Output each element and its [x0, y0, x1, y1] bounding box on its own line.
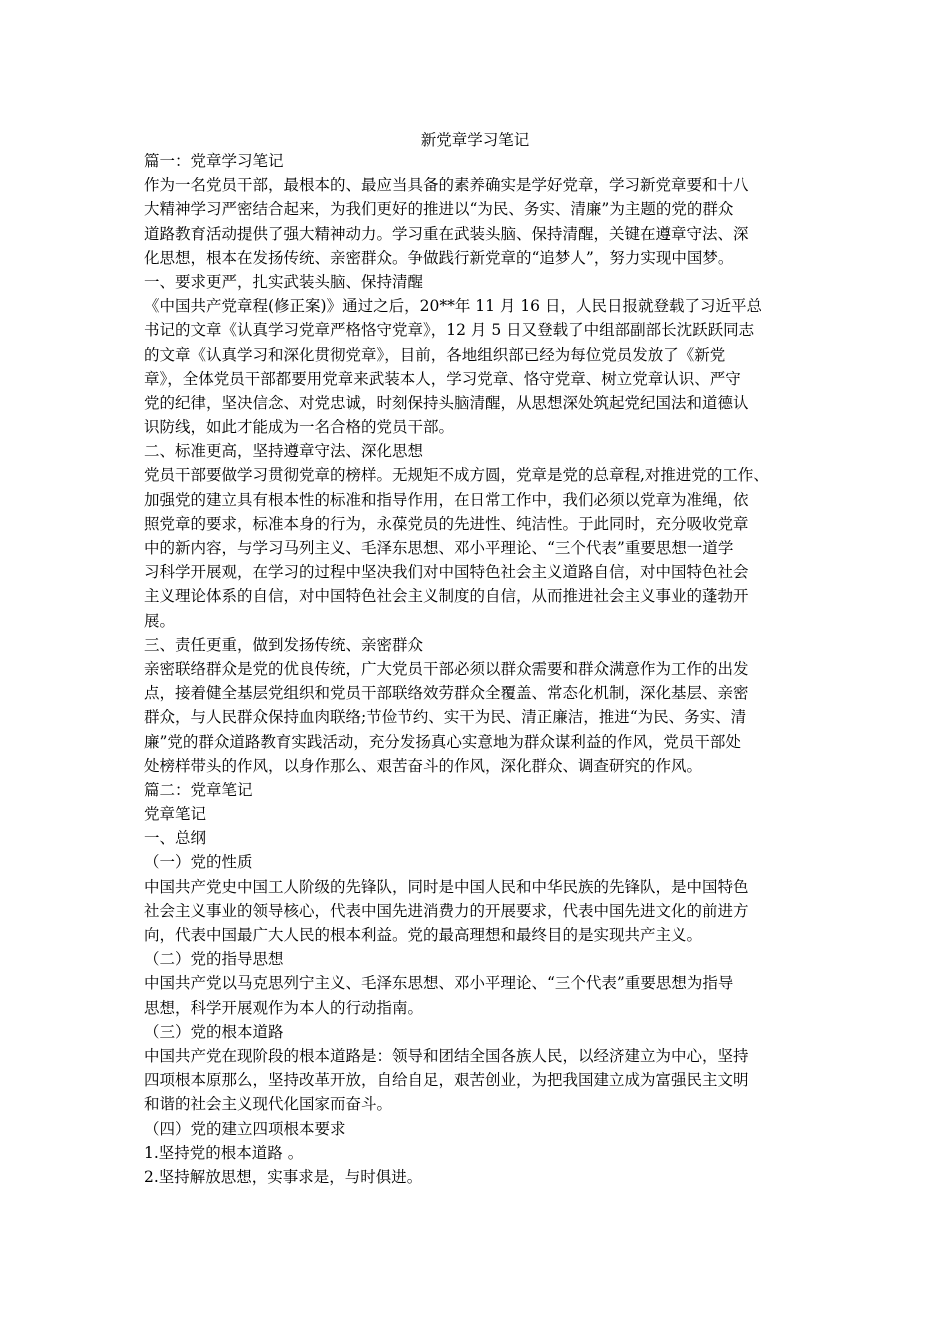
text-line: 三、责任更重，做到发扬传统、亲密群众: [144, 635, 424, 654]
document-body: [144, 149, 819, 1189]
text-line: 思想，科学开展观作为本人的行动指南。: [144, 998, 424, 1017]
text-line: 党员干部要做学习贯彻党章的榜样。无规矩不成方圆，党章是党的总章程,对推进党的工作、: [144, 466, 769, 485]
text-line: 中国共产党在现阶段的根本道路是：领导和团结全国各族人民，以经济建立为中心，坚持: [144, 1046, 749, 1065]
text-line: 《中国共产党章程(修正案)》通过之后，20**年 11 月 16 日，人民日报就登载了习近平总: [144, 297, 762, 316]
text-line: 篇二：党章笔记: [144, 780, 253, 799]
text-line: 主义理论体系的自信，对中国特色社会主义制度的自信，从而推进社会主义事业的蓬勃开: [144, 587, 749, 606]
text-line: 书记的文章《认真学习党章严格恪守党章》，12 月 5 日又登载了中组部副部长沈跃跃同志: [144, 321, 755, 340]
document-title: 新党章学习笔记: [420, 131, 530, 149]
text-line: （一）党的性质: [144, 853, 253, 872]
text-line: 习科学开展观，在学习的过程中坚决我们对中国特色社会主义道路自信，对中国特色社会: [144, 563, 749, 582]
text-line: 廉”党的群众道路教育实践活动，充分发扬真心实意地为群众谋利益的作风，党员干部处: [144, 732, 741, 751]
text-line: 2.坚持解放思想，实事求是，与时俱进。: [144, 1167, 423, 1186]
text-line: （二）党的指导思想: [144, 950, 284, 969]
text-line: 加强党的建立具有根本性的标准和指导作用，在日常工作中，我们必须以党章为准绳，依: [144, 490, 749, 509]
text-line: 群众，与人民群众保持血肉联络;节俭节约、实干为民、清正廉洁，推进“为民、务实、清: [144, 708, 747, 727]
text-line: （三）党的根本道路: [144, 1022, 284, 1041]
text-line: 的文章《认真学习和深化贯彻党章》，目前，各地组织部已经为每位党员发放了《新党: [144, 345, 726, 364]
text-line: 照党章的要求，标准本身的行为，永葆党员的先进性、纯洁性。于此同时，充分吸收党章: [144, 514, 749, 533]
text-line: 中的新内容，与学习马列主义、毛泽东思想、邓小平理论、“三个代表”重要思想一道学: [144, 539, 734, 557]
text-line: 道路教育活动提供了强大精神动力。学习重在武装头脑、保持清醒，关键在遵章守法、深: [144, 224, 749, 243]
text-line: 和谐的社会主义现代化国家而奋斗。: [144, 1095, 393, 1114]
text-line: 社会主义事业的领导核心，代表中国先进消费力的开展要求，代表中国先进文化的前进方: [144, 901, 749, 920]
text-line: 作为一名党员干部，最根本的、最应当具备的素养确实是学好党章，学习新党章要和十八: [144, 176, 749, 195]
text-line: 一、要求更严，扎实武装头脑、保持清醒: [144, 272, 424, 291]
text-line: 党的纪律，坚决信念、对党忠诚，时刻保持头脑清醒，从思想深处筑起党纪国法和道德认: [144, 393, 749, 412]
text-line: 篇一：党章学习笔记: [144, 152, 284, 170]
text-line: 一、总纲: [144, 829, 207, 848]
text-line: 中国共产党史中国工人阶级的先锋队，同时是中国人民和中华民族的先锋队，是中国特色: [144, 877, 749, 896]
text-line: 1.坚持党的根本道路 。: [144, 1143, 304, 1162]
text-line: 章》，全体党员干部都要用党章来武装本人，学习党章、恪守党章、树立党章认识、严守: [144, 369, 741, 388]
text-line: 点，接着健全基层党组织和党员干部联络效劳群众全覆盖、常态化机制，深化基层、亲密: [144, 684, 749, 703]
text-line: 亲密联络群众是党的优良传统，广大党员干部必须以群众需要和群众满意作为工作的出发: [144, 659, 749, 678]
text-line: 党章笔记: [144, 805, 207, 824]
text-line: 大精神学习严密结合起来，为我们更好的推进以“为民、务实、清廉”为主题的党的群众: [144, 200, 734, 219]
text-line: 二、标准更高，坚持遵章守法、深化思想: [144, 442, 424, 461]
text-line: 化思想，根本在发扬传统、亲密群众。争做践行新党章的“追梦人”，努力实现中国梦。: [144, 248, 734, 267]
text-line: （四）党的建立四项根本要求: [144, 1119, 346, 1138]
text-line: 四项根本原那么，坚持改革开放，自给自足，艰苦创业，为把我国建立成为富强民主文明: [144, 1071, 749, 1090]
text-line: 中国共产党以马克思列宁主义、毛泽东思想、邓小平理论、“三个代表”重要思想为指导: [144, 974, 734, 993]
text-line: 展。: [144, 611, 176, 630]
text-line: 处榜样带头的作风，以身作那么、艰苦奋斗的作风，深化群众、调查研究的作风。: [144, 756, 703, 775]
text-line: 识防线，如此才能成为一名合格的党员干部。: [144, 418, 455, 437]
text-line: 向，代表中国最广大人民的根本利益。党的最高理想和最终目的是实现共产主义。: [144, 926, 703, 944]
